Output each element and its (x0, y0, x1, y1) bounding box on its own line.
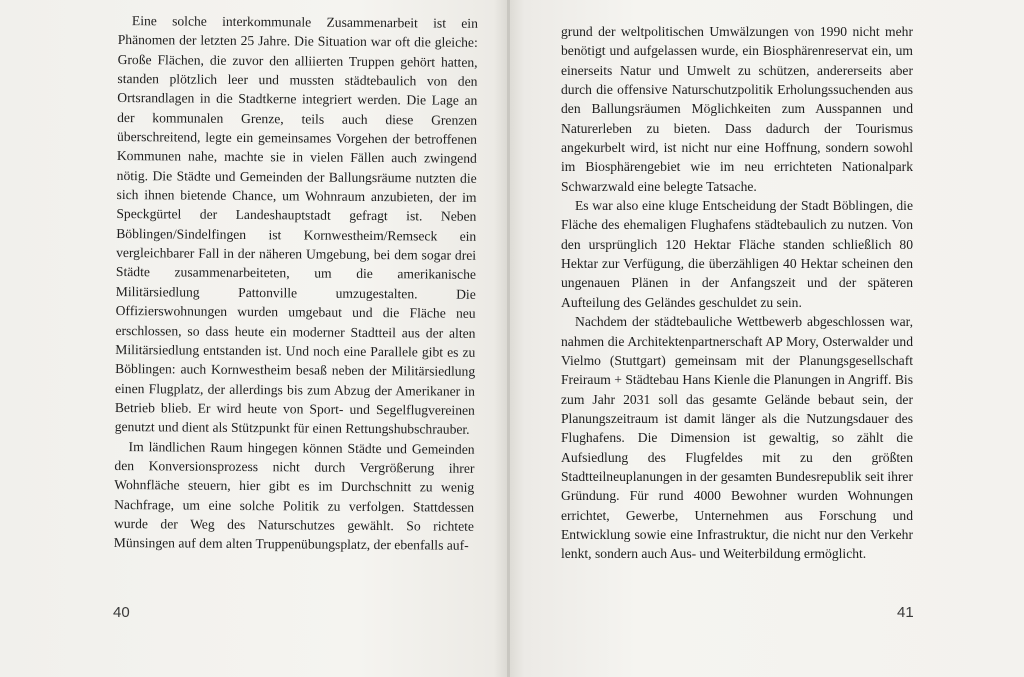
page-number-left: 40 (113, 604, 130, 621)
left-paragraph: Im ländlichen Raum hingegen können Städte und Gemeinden den Konversionsprozess nicht durch Vergrößerung ihrer Wohnfläche steuern, hier gibt es im Durchschnitt zu wenig Nachfrage, um eine solche Politik zu verfolgen. Stattdessen wurde der Weg des Naturschutzes gewählt. So richtete Münsingen auf dem alten Truppenübungsplatz, der ebenfalls auf- (113, 438, 475, 554)
right-page (509, 0, 1024, 677)
left-paragraph: Eine solche interkommunale Zusammenarbeit ist ein Phänomen der letzten 25 Jahre. Die Situation war oft die gleiche: Große Flächen, die zuvor den alliierten Truppen gehört hatten, standen plötzlich leer und mussten städtebaulich von den Ortsrandlagen in die Stadtkerne integriert werden. Die Lage an der kommunalen Grenze, teils auch diese Grenzen überschreitend, legte ein gemeinsames Vorgehen der betroffenen Kommunen nahe, machte sie in vielen Fällen auch zwingend nötig. Die Städte und Gemeinden der Ballungsräume nutzten die sich ihnen bietende Chance, um Wohnraum anzubieten, der im Speckgürtel der Landeshauptstadt gefragt ist. Neben Böblingen/Sindelfingen ist Kornwestheim/Remseck ein vergleichbarer Fall in der näheren Umgebung, bei dem sogar drei Städte zusammenarbeiteten, um die amerikanische Militärsiedlung Pattonville umzugestalten. Die Offizierswohnungen wurden umgebaut und die Fläche neu erschlossen, so dass heute ein moderner Stadtteil aus der alten Militärsiedlung entstanden ist. Und noch eine Parallele gibt es zu Böblingen: auch Kornwestheim besaß neben der Militärsiedlung einen Flugplatz, der allerdings bis zum Abzug der Amerikaner in Betrieb blieb. Er wird heute von Sport- und Segelflugvereinen genutzt und dient als Stützpunkt für einen Rettungshubschrauber. (114, 13, 478, 437)
right-paragraph: grund der weltpolitischen Umwälzungen von 1990 nicht mehr benötigt und aufgelassen wurde, ein Biosphärenreservat ein, um einerseits Natur und Umwelt zu schützen, andererseits aber durch die offensive Naturschutzpolitik Erholungssuchenden aus den Ballungsräumen Möglichkeiten zum Ausspannen und Naturerleben zu bieten. Dass dadurch der Tourismus angekurbelt wird, ist nicht nur eine Hoffnung, sondern sowohl im Biosphärengebiet wie im neu errichteten Nationalpark Schwarzwald eine belegte Tatsache. (561, 24, 913, 194)
left-page-text (114, 11, 478, 555)
right-page-text (561, 22, 913, 564)
page-number-right: 41 (897, 604, 914, 621)
right-paragraph: Nachdem der städtebauliche Wettbewerb abgeschlossen war, nahmen die Architektenpartnerschaft AP Mory, Osterwalder und Vielmo (Stuttgart) gemeinsam mit der Planungsgesellschaft Freiraum + Städtebau Hans Kienle die Planungen in Angriff. Bis zum Jahr 2031 soll das gesamte Gelände bebaut sein, der Planungszeitraum ist damit länger als die Nutzungsdauer des Flughafens. Die Dimension ist gewaltig, so zählt die Aufsiedlung des Flugfeldes mit zu den größten Stadtteilneuplanungen in der gesamten Bundesrepublik seit ihrer Gründung. Für rund 4000 Bewohner wurden Wohnungen errichtet, Gewerbe, Unternehmen aus Forschung und Entwicklung sowie eine Infrastruktur, die nicht nur den Verkehr lenkt, sondern auch Aus- und Weiterbildung ermöglicht. (561, 314, 913, 562)
right-paragraph: Es war also eine kluge Entscheidung der Stadt Böblingen, die Fläche des ehemaligen Flughafens städtebaulich zu nutzen. Von den ursprünglich 120 Hektar Fläche standen schließlich 80 Hektar zur Verfügung, die überzähligen 40 Hektar scheinen den ungenauen Plänen in der Anfangszeit und der späteren Aufteilung des Geländes geschuldet zu sein. (561, 198, 913, 310)
book-gutter (507, 0, 510, 677)
left-page (0, 0, 509, 677)
